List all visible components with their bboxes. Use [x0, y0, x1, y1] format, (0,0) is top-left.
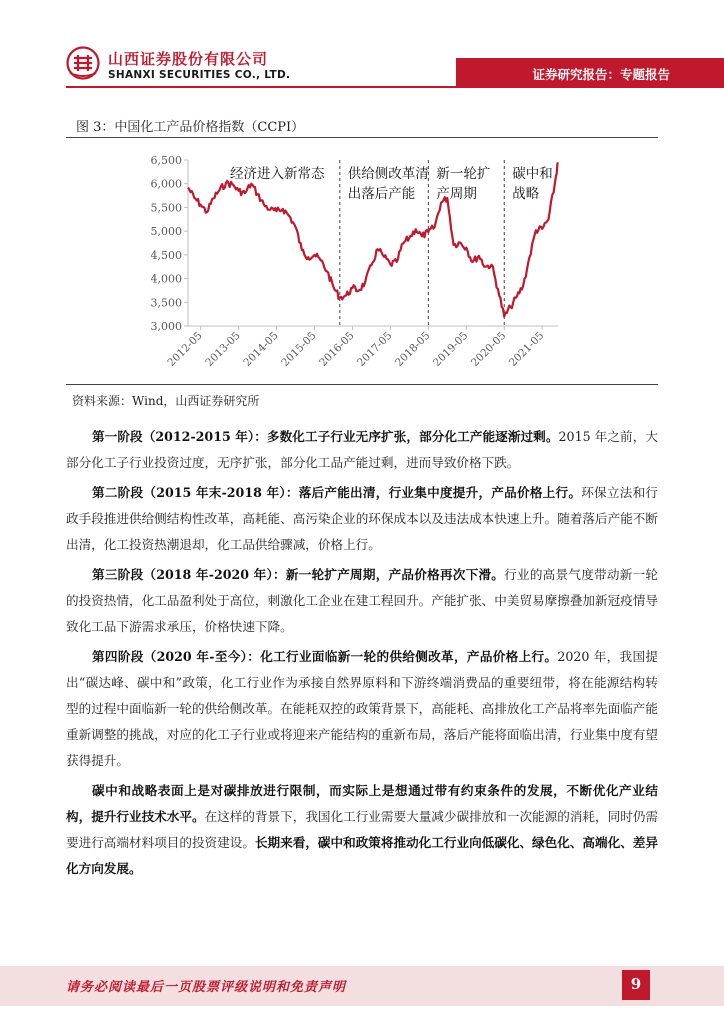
chart-bottom-rule [66, 384, 658, 385]
stage-2-heading: 第二阶段（2015 年末-2018 年）：落后产能出清，行业集中度提升，产品价格上行。 [92, 485, 582, 500]
y-tick-label: 3,500 [150, 296, 182, 310]
x-tick-label: 2014-05 [241, 329, 281, 369]
carbon-neutral-conclusion: 长期来看，碳中和政策将推动化工行业向低碳化、绿色化、高端化、差异化方向发展。 [66, 835, 659, 876]
stage-annotation: 出落后产能 [347, 186, 416, 202]
stage-annotation: 产周期 [436, 186, 477, 202]
y-tick-label: 5,000 [150, 225, 182, 239]
stage-3-text: 行业的高景气度带动新一轮的投资热情，化工品盈利处于高位，刺激化工企业在建工程回升。产能扩张、中美贸易摩擦叠加新冠疫情导致化工品下游需求承压，价格快速下降。 [66, 567, 658, 634]
paragraph-stage-1 [66, 424, 658, 476]
stage-4-heading: 第四阶段（2020 年-至今）：化工行业面临新一轮的供给侧改革，产品价格上行。 [92, 649, 558, 664]
paragraph-stage-4 [66, 644, 658, 774]
paragraph-stage-2 [66, 480, 658, 558]
y-tick-label: 6,500 [150, 154, 182, 167]
x-tick-label: 2021-05 [506, 329, 547, 369]
stage-1-text: 2015 年之前，大部分化工子行业投资过度，无序扩张，部分化工品产能过剩，进而导致价格下跌。 [66, 429, 658, 470]
paragraph-stage-3 [66, 562, 658, 640]
figure-source: 资料来源：Wind，山西证券研究所 [72, 394, 260, 408]
x-tick-label: 2020-05 [469, 329, 509, 369]
x-tick-label: 2017-05 [355, 329, 395, 369]
x-tick-label: 2012-05 [165, 329, 205, 369]
x-tick-label: 2015-05 [279, 329, 319, 369]
stage-annotation: 经济进入新常态 [230, 166, 325, 182]
stage-1-heading: 第一阶段（2012-2015 年）：多数化工子行业无序扩张，部分化工产能逐渐过剩。 [92, 429, 559, 444]
report-type: 证券研究报告：专题报告 [532, 67, 670, 82]
x-tick-label: 2016-05 [317, 329, 357, 369]
stage-annotation: 碳中和 [512, 166, 553, 182]
stage-3-heading: 第三阶段（2018 年-2020 年）：新一轮扩产周期，产品价格再次下滑。 [92, 567, 505, 582]
stage-annotation: 战略 [512, 186, 540, 202]
y-tick-label: 6,000 [150, 177, 182, 191]
stage-annotation: 供给侧改革清 [347, 166, 429, 182]
chart-dividers [340, 160, 504, 326]
y-tick-label: 4,000 [150, 272, 182, 286]
stage-annotation: 新一轮扩 [436, 166, 491, 182]
company-name-en: SHANXI SECURITIES CO., LTD. [108, 69, 291, 81]
paragraph-carbon-neutral [66, 778, 658, 882]
stage-2-text: 环保立法和行政手段推进供给侧结构性改革，高耗能、高污染企业的环保成本以及违法成本快速上升。随着落后产能不断出清，化工投资热潮退却，化工品供给骤减，价格上行。 [66, 485, 659, 552]
page-number: 9 [630, 975, 642, 993]
x-tick-label: 2018-05 [393, 329, 433, 369]
ccpi-line-chart [0, 0, 724, 384]
company-name-cn: 山西证券股份有限公司 [108, 50, 269, 68]
report-body [66, 424, 658, 886]
x-tick-label: 2013-05 [203, 329, 243, 369]
x-tick-label: 2019-05 [431, 329, 471, 369]
y-tick-label: 4,500 [150, 248, 182, 262]
carbon-neutral-text: 在这样的背景下，我国化工行业需要大量减少碳排放和一次能源的消耗，同时仍需要进行高端材料项目的投资建设。 [66, 809, 659, 850]
y-tick-label: 5,500 [150, 201, 182, 215]
footer-disclaimer: 请务必阅读最后一页股票评级说明和免责声明 [66, 980, 347, 995]
y-tick-label: 3,000 [150, 320, 182, 333]
carbon-neutral-heading: 碳中和战略表面上是对碳排放进行限制，而实际上是想通过带有约束条件的发展，不断优化产业结构，提升行业技术水平。 [66, 783, 658, 824]
figure-caption: 图 3：中国化工产品价格指数（CCPI） [76, 120, 305, 135]
stage-4-text: 2020 年，我国提出“碳达峰、碳中和”政策，化工行业作为承接自然界原料和下游终端消费品的重要纽带，将在能源结构转型的过程中面临新一轮的供给侧改革。在能耗双控的政策背景下，高能耗、高排放化工产品将率先面临产能重新调整的挑战，对应的化工子行业或将迎来产能结构的重新布局，落后产能将面临出清，行业集中度有望获得提升。 [66, 649, 658, 768]
